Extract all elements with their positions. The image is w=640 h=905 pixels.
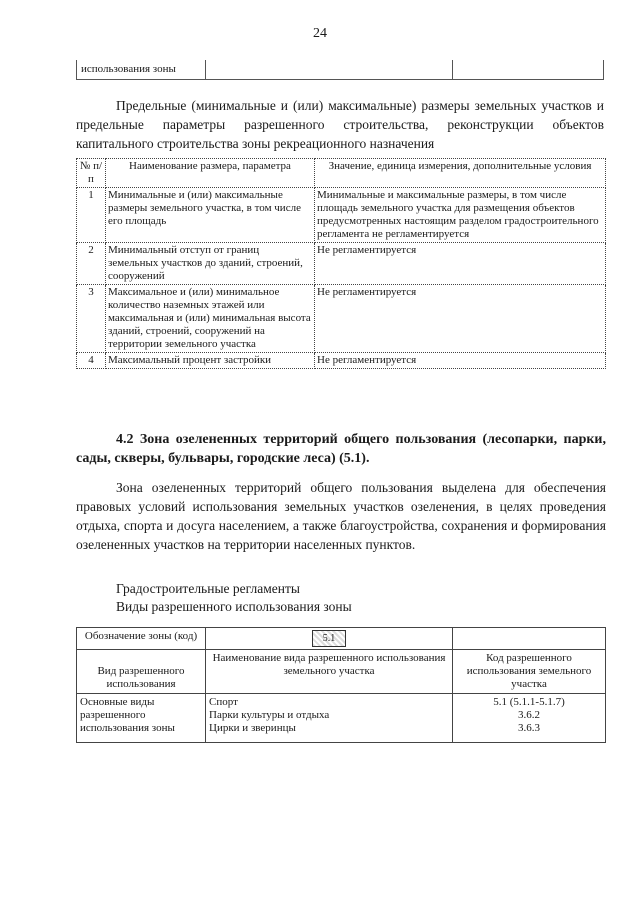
paragraph-intro: Предельные (минимальные и (или) максимальные) размеры земельных участков и предельные параметры разрешенного строительства, реконструкции объектов капитального строительства зоны рекреационного назначения (76, 98, 604, 151)
row-num: 4 (77, 353, 106, 369)
table-header-row (77, 650, 606, 694)
list-item: 3.6.3 (518, 722, 540, 734)
zone-table (76, 627, 606, 743)
paragraph-zone-description: Зона озелененных территорий общего пользования выделена для обеспечения правовых условий использования земельных участков озеленения, в целях проведения отдыха, спорта и досуга населением, а также благоустройства, сохранения и формирования озелененных участков на территории населенных пунктов. (76, 480, 606, 552)
row-value: Не регламентируется (315, 285, 606, 353)
table-row (77, 243, 606, 285)
group-label: Основные виды разрешенного использования зоны (77, 694, 206, 743)
divider (205, 60, 206, 79)
params-table (76, 158, 606, 369)
table-row (77, 353, 606, 369)
list-item: Цирки и зверинцы (209, 722, 296, 734)
list-item: 3.6.2 (518, 709, 540, 721)
divider (452, 60, 453, 79)
fragment-table (76, 60, 604, 80)
list-item: 5.1 (5.1.1-5.1.7) (493, 696, 565, 708)
row-num: 1 (77, 188, 106, 243)
section-heading: 4.2 Зона озелененных территорий общего пользования (лесопарки, парки, сады, скверы, бульвары, городские леса) (5.1). (76, 432, 606, 466)
page-number: 24 (313, 26, 327, 41)
list-item: Парки культуры и отдыха (209, 709, 330, 721)
fragment-cell: использования зоны (81, 63, 176, 75)
header-use-code: Код разрешенного использования земельного участка (453, 650, 606, 694)
row-value: Минимальные и максимальные размеры, в том числе площадь земельного участка для размещения объектов предусмотренных настоящим разделом градостроительного регламента не регламентируется (315, 188, 606, 243)
table-row (77, 285, 606, 353)
subheading-regulations: Градостроительные регламенты (116, 581, 300, 596)
table-row (77, 188, 606, 243)
list-item: Спорт (209, 696, 238, 708)
row-name: Минимальный отступ от границ земельных участков до зданий, строений, сооружений (106, 243, 315, 285)
table-header-row (77, 159, 606, 188)
header-use-type: Вид разрешенного использования (77, 650, 206, 694)
header-use-name: Наименование вида разрешенного использования земельного участка (206, 650, 453, 694)
row-value: Не регламентируется (315, 353, 606, 369)
use-codes (453, 694, 606, 743)
empty-cell (453, 628, 606, 650)
header-name: Наименование размера, параметра (106, 159, 315, 188)
row-num: 2 (77, 243, 106, 285)
row-value: Не регламентируется (315, 243, 606, 285)
header-num: № п/п (77, 159, 106, 188)
zone-code-row (77, 628, 606, 650)
subheading-permitted-uses: Виды разрешенного использования зоны (116, 599, 352, 614)
zone-code: 5.1 (312, 630, 347, 647)
header-value: Значение, единица измерения, дополнительные условия (315, 159, 606, 188)
zone-code-cell (206, 628, 453, 650)
row-name: Максимальный процент застройки (106, 353, 315, 369)
row-num: 3 (77, 285, 106, 353)
zone-label: Обозначение зоны (код) (77, 628, 206, 650)
table-row (77, 694, 606, 743)
row-name: Максимальное и (или) минимальное количество наземных этажей или максимальная и (или) минимальная высота зданий, строений, сооружений на территории земельного участка (106, 285, 315, 353)
row-name: Минимальные и (или) максимальные размеры земельного участка, в том числе его площадь (106, 188, 315, 243)
use-names (206, 694, 453, 743)
